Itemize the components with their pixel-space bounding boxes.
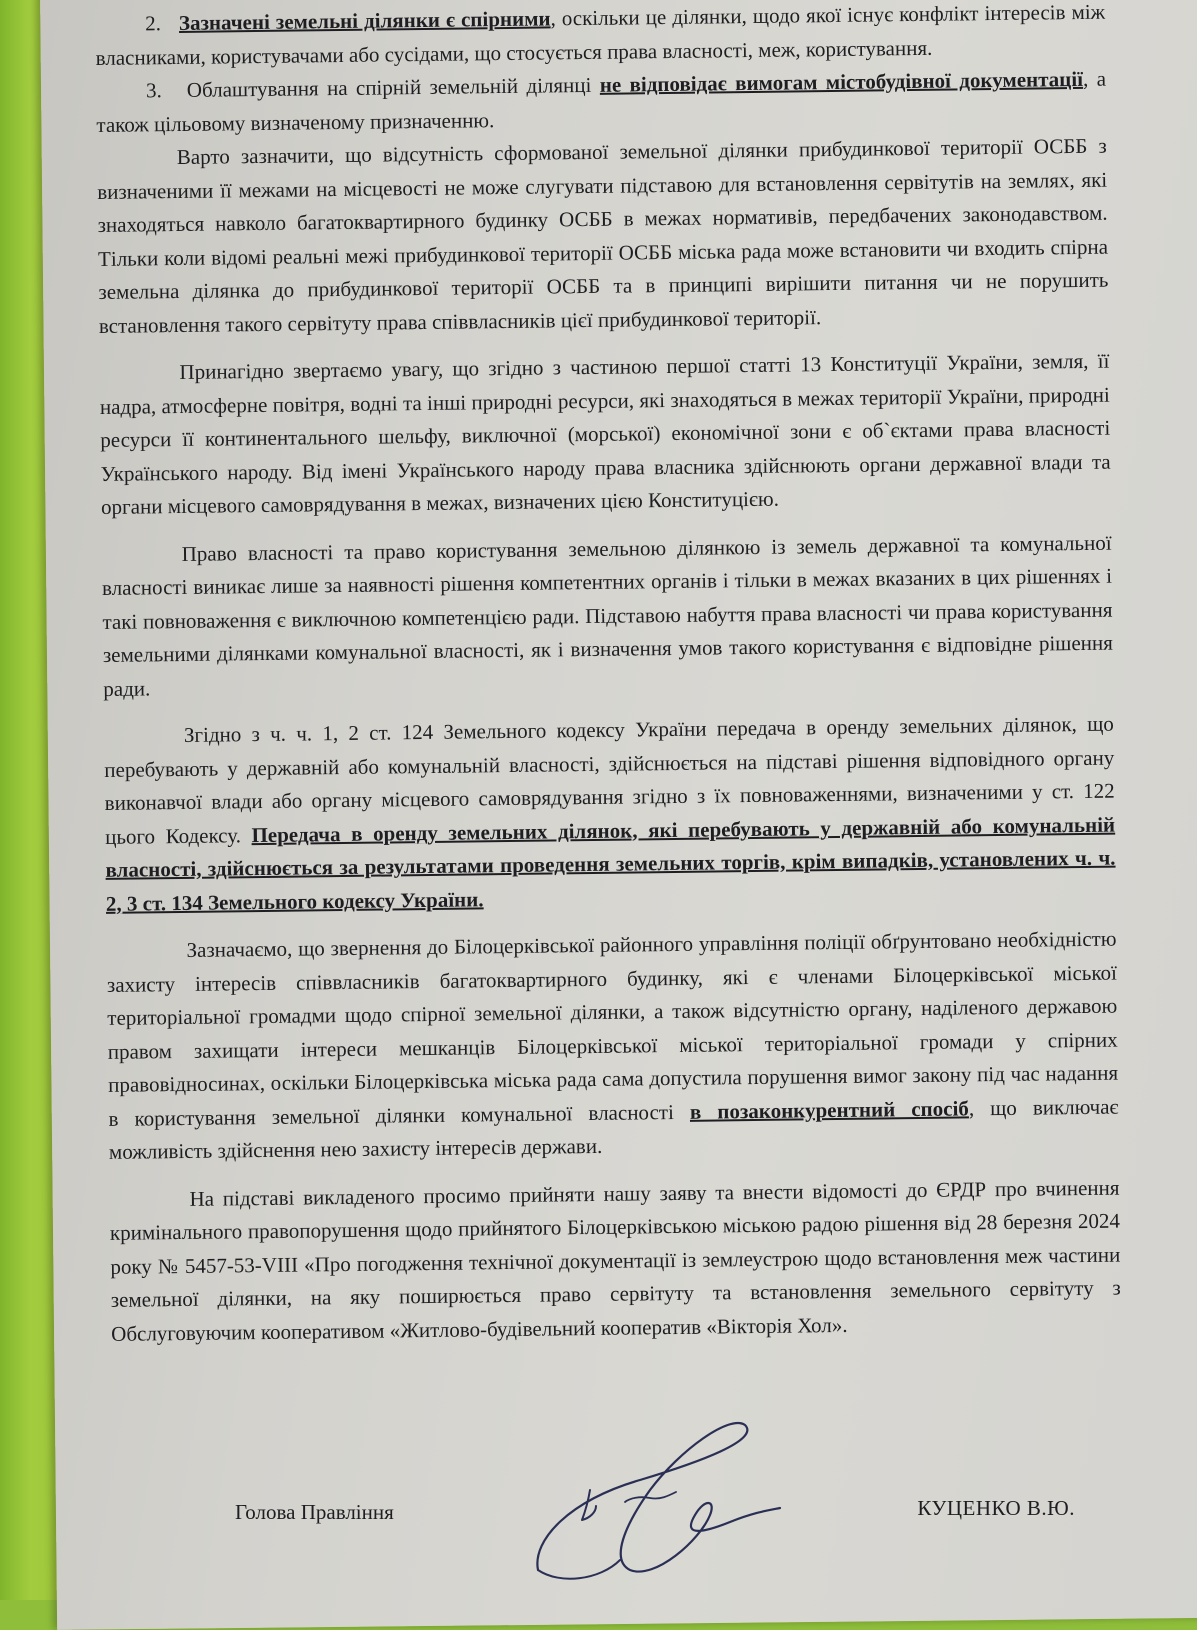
paragraph-text: Зазначаємо, що звернення до Білоцерківської районного управління поліції обґрунтовано необхідністю захисту інтересів співвласників багатоквартирного будинку, які є членами Білоцерківської міської територіальної громадми щодо спірної земельної ділянки, а також відсутністю органу, наділеного державою правом захищати інтереси мешканців Білоцерківської міської територіальної громади у спірних правовідносинах, оскільки Білоцерківська міська рада сама допустила порушення вимог закону під час надання в користування земельної ділянки комунальної власності bbox=[106, 926, 1119, 1131]
item-emphasis: не відповідає вимогам містобудівної документації bbox=[599, 66, 1084, 97]
paragraph: На підставі викладеного просимо прийняти нашу заяву та внести відомості до ЄРДР про вчинення кримінального правопорушення щодо прийнятого Білоцерківською міською радою рішення від 28 березня 2024 року № 5457-53-VIII «Про погодження технічної документації із землеустрою щодо встановлення меж частини земельної ділянки, на яку поширюється право сервітуту та встановлення земельного сервітуту з Обслуговуючим кооперативом «Житлово-будівельний кооператив «Вікторія Хол». bbox=[109, 1175, 1121, 1346]
paragraph-text: , що виключає можливість здійснення нею захисту інтересів держави. bbox=[108, 1094, 1119, 1164]
paragraph: Принагідно звертаємо увагу, що згідно з частиною першої статті 13 Конституції України, земля, її надра, атмосферне повітря, водні та інші природні ресурси, які знаходяться в межах території України, природні ресурси її континентального шельфу, виключної (морської) економічної зони є об`єктами права власності Українського народу. Від імені Українського народу права власника здійснюють органи державної влади та органи місцевого самоврядування в межах, визначених цією Конституцією. bbox=[99, 348, 1111, 519]
item-text: , а також цільовому визначеному призначенню. bbox=[96, 66, 1107, 137]
signatory-role: Голова Правління bbox=[235, 1500, 394, 1524]
item-emphasis: Зазначені земельні ділянки є спірними bbox=[178, 6, 551, 35]
paragraph-text: Згідно з ч. ч. 1, 2 ст. 124 Земельного кодексу України передача в оренду земельних ділянок, що перебувають у державній або комунальній власності, здійснюється на підставі рішення відповідного органу виконавчої влади або органу місцевого самоврядування згідно з їх повноваженнями, визначеними у ст. 122 цього Кодексу. bbox=[104, 711, 1115, 849]
signatory-name: КУЦЕНКО В.Ю. bbox=[917, 1496, 1075, 1520]
paragraph: Право власності та право користування земельною ділянкою із земель державної та комунальної власності виникає лише за наявності рішення компетентних органів і тільки в межах вказаних в цих рішеннях і такі повноваження є виключною компетенцією ради. Підставою набуття права власності чи права користування земельними ділянками комунальної власності, як і визначення умов такого користування є відповідне рішення ради. bbox=[101, 530, 1113, 701]
paragraph bbox=[104, 708, 1116, 921]
document-body bbox=[95, 0, 1121, 1351]
item-text: , оскільки це ділянки, щодо якої існує конфлікт інтересів між власниками, користувачами або сусідами, що стосується права власності, меж, користування. bbox=[95, 0, 1106, 70]
item-number: 3. bbox=[145, 78, 162, 103]
paragraph: Варто зазначити, що відсутність сформованої земельної ділянки прибудинкової території ОСББ з визначеними її межами на місцевості не може слугувати підставою для встановлення сервітутів на землях, які знаходяться навколо багатоквартирного будинку ОСББ в межах нормативів, передбачених законодавством. Тільки коли відомі реальні межі прибудинкової території ОСББ міська рада може встановити чи входить спірна земельна ділянка до прибудинкової території ОСББ та в принципі вирішити питання чи не порушить встановлення такого сервітуту права співвласників цієї прибудинкової території. bbox=[97, 133, 1109, 338]
list-item-3 bbox=[96, 63, 1107, 142]
paragraph-emphasis: Передача в оренду земельних ділянок, які перебувають у державній або комунальній власності, здійснюється за результатами проведення земельних торгів, крім випадків, установлених ч. ч. 2, 3 ст. 134 Земельного кодексу України. bbox=[105, 812, 1116, 916]
signature-block bbox=[225, 1496, 1105, 1540]
paragraph bbox=[106, 923, 1119, 1170]
item-text: Облаштування на спірній земельній ділянці bbox=[186, 72, 600, 102]
paragraph-emphasis: в позаконкурентний спосіб bbox=[689, 1095, 969, 1124]
item-number: 2. bbox=[145, 11, 162, 36]
